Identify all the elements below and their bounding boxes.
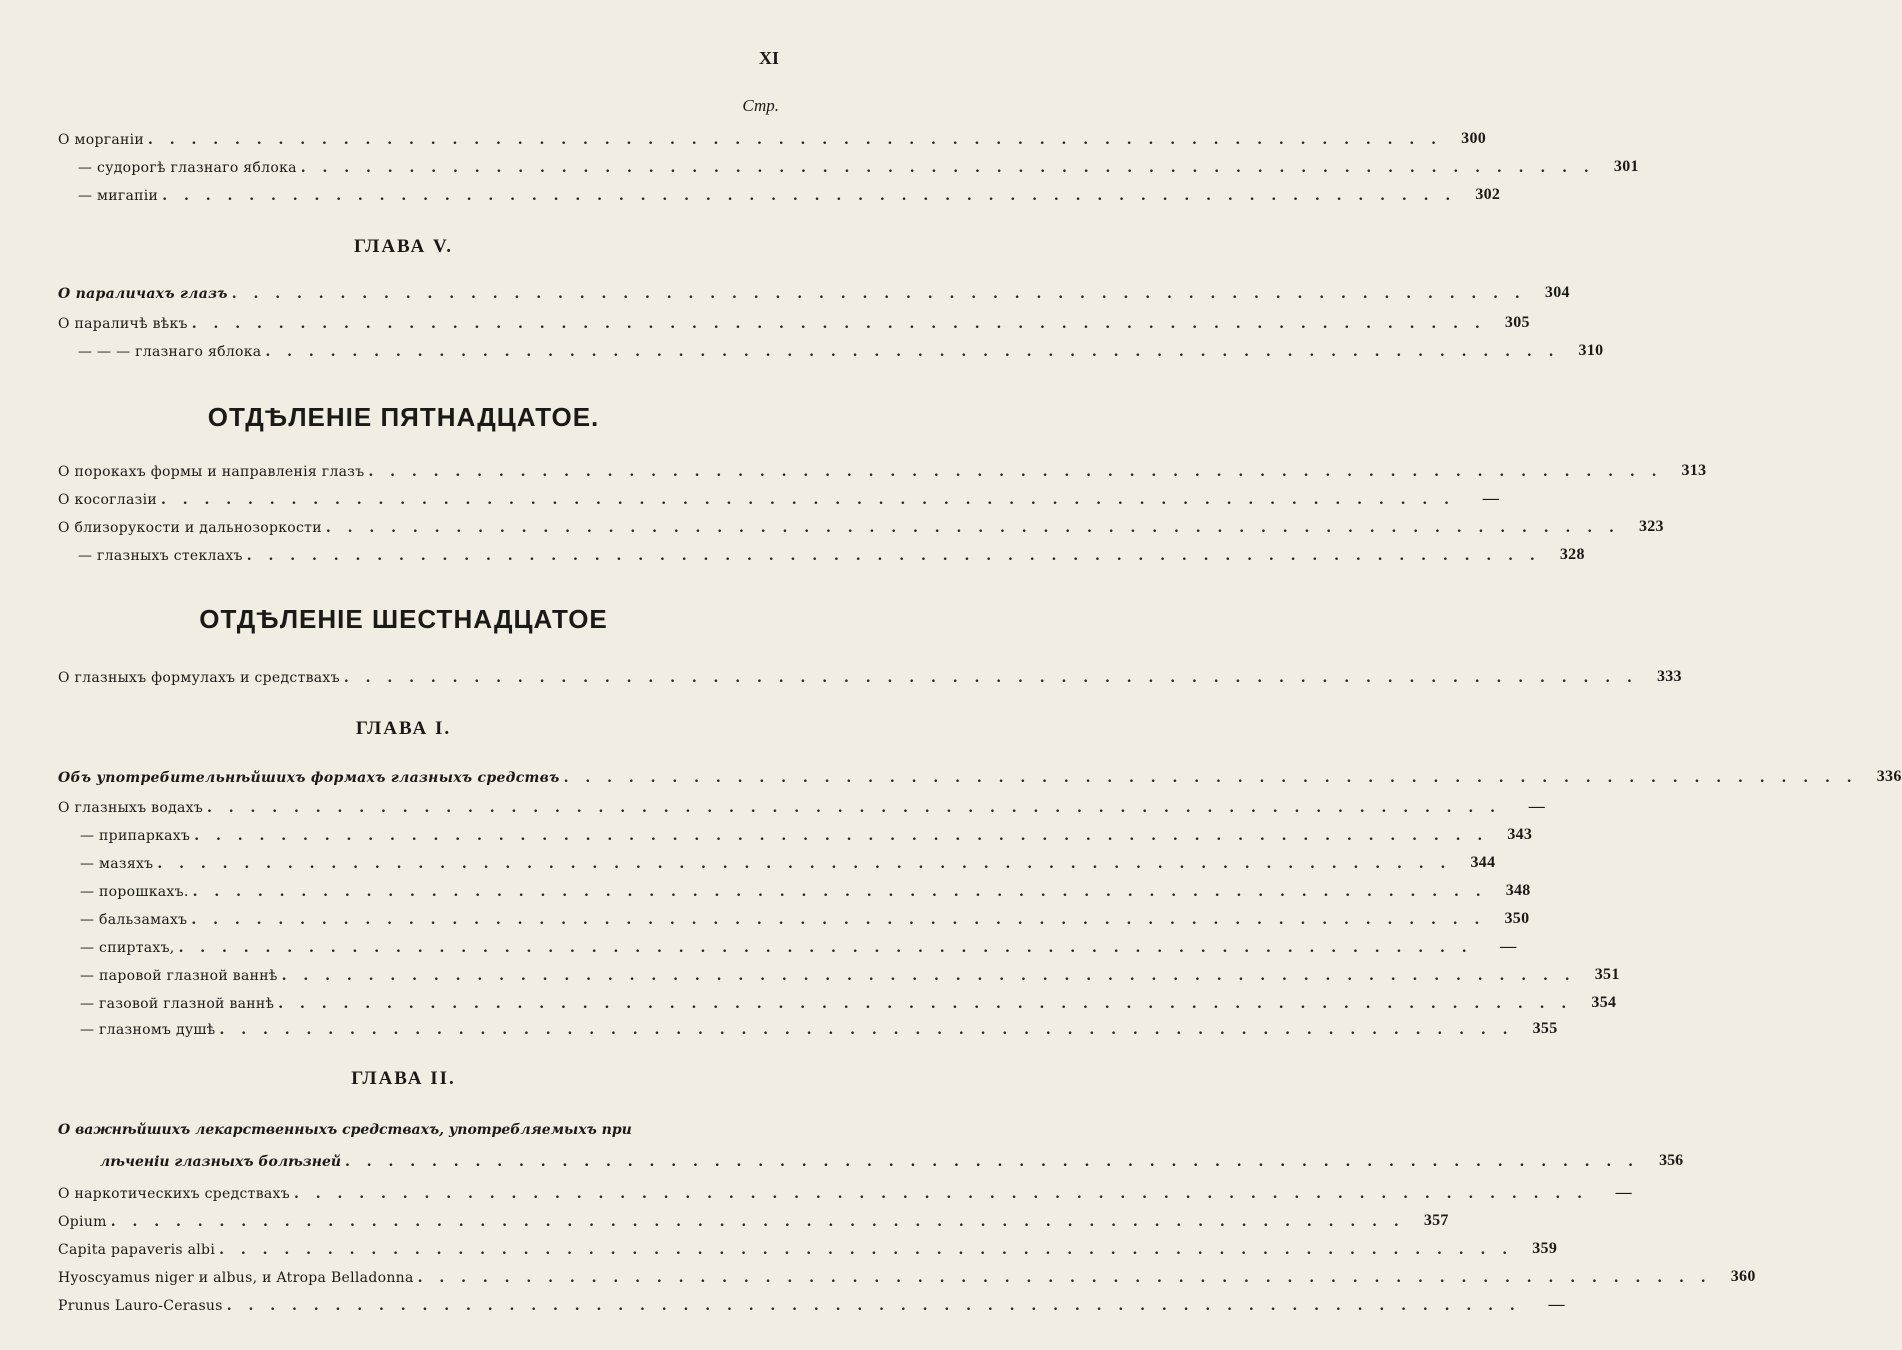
- toc-entry: О близорукости и дальнозоркости . . . . . . . . . . . . . . . . . . . . . . . . . . . . . . . . . . . . . . . . . . . . . . . . . . . . . . . . . . . . 323: [58, 518, 1664, 536]
- toc-entry: О глазныхъ формулахъ и средствахъ . . . . . . . . . . . . . . . . . . . . . . . . . . . . . . . . . . . . . . . . . . . . . . . . . . . . . . . . . . . . 333: [58, 668, 1682, 686]
- toc-entry: — — — глазнаго яблока . . . . . . . . . . . . . . . . . . . . . . . . . . . . . . . . . . . . . . . . . . . . . . . . . . . . . . . . . . . . 310: [78, 342, 1604, 360]
- toc-entry: — глазныхъ стеклахъ . . . . . . . . . . . . . . . . . . . . . . . . . . . . . . . . . . . . . . . . . . . . . . . . . . . . . . . . . . . . 328: [78, 546, 1585, 564]
- toc-entry: О наркотическихъ средствахъ . . . . . . . . . . . . . . . . . . . . . . . . . . . . . . . . . . . . . . . . . . . . . . . . . . . . . . . . . . . . —: [58, 1184, 1632, 1202]
- chapter-heading: ГЛАВА V.: [353, 236, 454, 257]
- chapter-heading: ГЛАВА II.: [351, 1068, 456, 1089]
- toc-entry-first-line: О важнѣйшихъ лекарственныхъ средствахъ, употребляемыхъ при: [58, 1122, 632, 1138]
- page-column-label: Стр.: [742, 96, 779, 115]
- toc-entry: О косоглазіи . . . . . . . . . . . . . . . . . . . . . . . . . . . . . . . . . . . . . . . . . . . . . . . . . . . . . . . . . . . . —: [58, 490, 1500, 508]
- page-number: XI: [758, 48, 779, 68]
- toc-entry: — паровой глазной ваннѣ . . . . . . . . . . . . . . . . . . . . . . . . . . . . . . . . . . . . . . . . . . . . . . . . . . . . . . . . . . . . 351: [80, 966, 1620, 984]
- toc-entry: О глазныхъ водахъ . . . . . . . . . . . . . . . . . . . . . . . . . . . . . . . . . . . . . . . . . . . . . . . . . . . . . . . . . . . . —: [58, 798, 1546, 816]
- toc-entry: — мигапіи . . . . . . . . . . . . . . . . . . . . . . . . . . . . . . . . . . . . . . . . . . . . . . . . . . . . . . . . . . . . 302: [78, 186, 1501, 204]
- toc-entry: — глазномъ душѣ . . . . . . . . . . . . . . . . . . . . . . . . . . . . . . . . . . . . . . . . . . . . . . . . . . . . . . . . . . . . 355: [80, 1020, 1558, 1038]
- toc-entry: Prunus Lauro-Cerasus . . . . . . . . . . . . . . . . . . . . . . . . . . . . . . . . . . . . . . . . . . . . . . . . . . . . . . . . . . . . —: [58, 1296, 1565, 1314]
- toc-entry: — судорогѣ глазнаго яблока . . . . . . . . . . . . . . . . . . . . . . . . . . . . . . . . . . . . . . . . . . . . . . . . . . . . . . . . . . . . 301: [78, 158, 1639, 176]
- toc-entry: — бальзамахъ . . . . . . . . . . . . . . . . . . . . . . . . . . . . . . . . . . . . . . . . . . . . . . . . . . . . . . . . . . . . 350: [80, 910, 1530, 928]
- toc-entry: О порокахъ формы и направленія глазъ . . . . . . . . . . . . . . . . . . . . . . . . . . . . . . . . . . . . . . . . . . . . . . . . . . . . . . . . . . . . 313: [58, 462, 1707, 480]
- chapter-heading: ГЛАВА I.: [355, 718, 452, 739]
- toc-entry: Opium . . . . . . . . . . . . . . . . . . . . . . . . . . . . . . . . . . . . . . . . . . . . . . . . . . . . . . . . . . . . 357: [58, 1212, 1449, 1230]
- toc-entry: Hyoscyamus niger и albus, и Atropa Belladonna . . . . . . . . . . . . . . . . . . . . . . . . . . . . . . . . . . . . . . . . . . . . . . . . . . . . . . . . . . . . 360: [58, 1268, 1756, 1286]
- toc-entry: — газовой глазной ваннѣ . . . . . . . . . . . . . . . . . . . . . . . . . . . . . . . . . . . . . . . . . . . . . . . . . . . . . . . . . . . . 354: [80, 994, 1617, 1012]
- toc-entry: О параличѣ вѣкъ . . . . . . . . . . . . . . . . . . . . . . . . . . . . . . . . . . . . . . . . . . . . . . . . . . . . . . . . . . . . 305: [58, 314, 1530, 332]
- toc-entry: О морганіи . . . . . . . . . . . . . . . . . . . . . . . . . . . . . . . . . . . . . . . . . . . . . . . . . . . . . . . . . . . . 300: [58, 130, 1487, 148]
- toc-entry: — порошкахъ. . . . . . . . . . . . . . . . . . . . . . . . . . . . . . . . . . . . . . . . . . . . . . . . . . . . . . . . . . . . . 348: [80, 882, 1531, 900]
- toc-entry: Объ употребительнѣйшихъ формахъ глазныхъ средствъ . . . . . . . . . . . . . . . . . . . . . . . . . . . . . . . . . . . . . . . . . . . . . . . . . . . . . . . . . . . . 336: [58, 768, 1902, 786]
- toc-entry: — мазяхъ . . . . . . . . . . . . . . . . . . . . . . . . . . . . . . . . . . . . . . . . . . . . . . . . . . . . . . . . . . . . 344: [80, 854, 1496, 872]
- toc-entry: О параличахъ глазъ . . . . . . . . . . . . . . . . . . . . . . . . . . . . . . . . . . . . . . . . . . . . . . . . . . . . . . . . . . . . 304: [58, 284, 1570, 302]
- toc-entry: — спиртахъ, . . . . . . . . . . . . . . . . . . . . . . . . . . . . . . . . . . . . . . . . . . . . . . . . . . . . . . . . . . . . —: [80, 938, 1517, 956]
- toc-entry: — припаркахъ . . . . . . . . . . . . . . . . . . . . . . . . . . . . . . . . . . . . . . . . . . . . . . . . . . . . . . . . . . . . 343: [80, 826, 1533, 844]
- toc-entry: Capita papaveris albi . . . . . . . . . . . . . . . . . . . . . . . . . . . . . . . . . . . . . . . . . . . . . . . . . . . . . . . . . . . . 359: [58, 1240, 1558, 1258]
- section-heading: ОТДѢЛЕНІЕ ПЯТНАДЦАТОЕ.: [207, 402, 600, 432]
- toc-entry: лѣченіи глазныхъ болѣзней . . . . . . . . . . . . . . . . . . . . . . . . . . . . . . . . . . . . . . . . . . . . . . . . . . . . . . . . . . . . 356: [100, 1152, 1684, 1170]
- section-heading: ОТДѢЛЕНІЕ ШЕСТНАДЦАТОЕ: [199, 604, 608, 634]
